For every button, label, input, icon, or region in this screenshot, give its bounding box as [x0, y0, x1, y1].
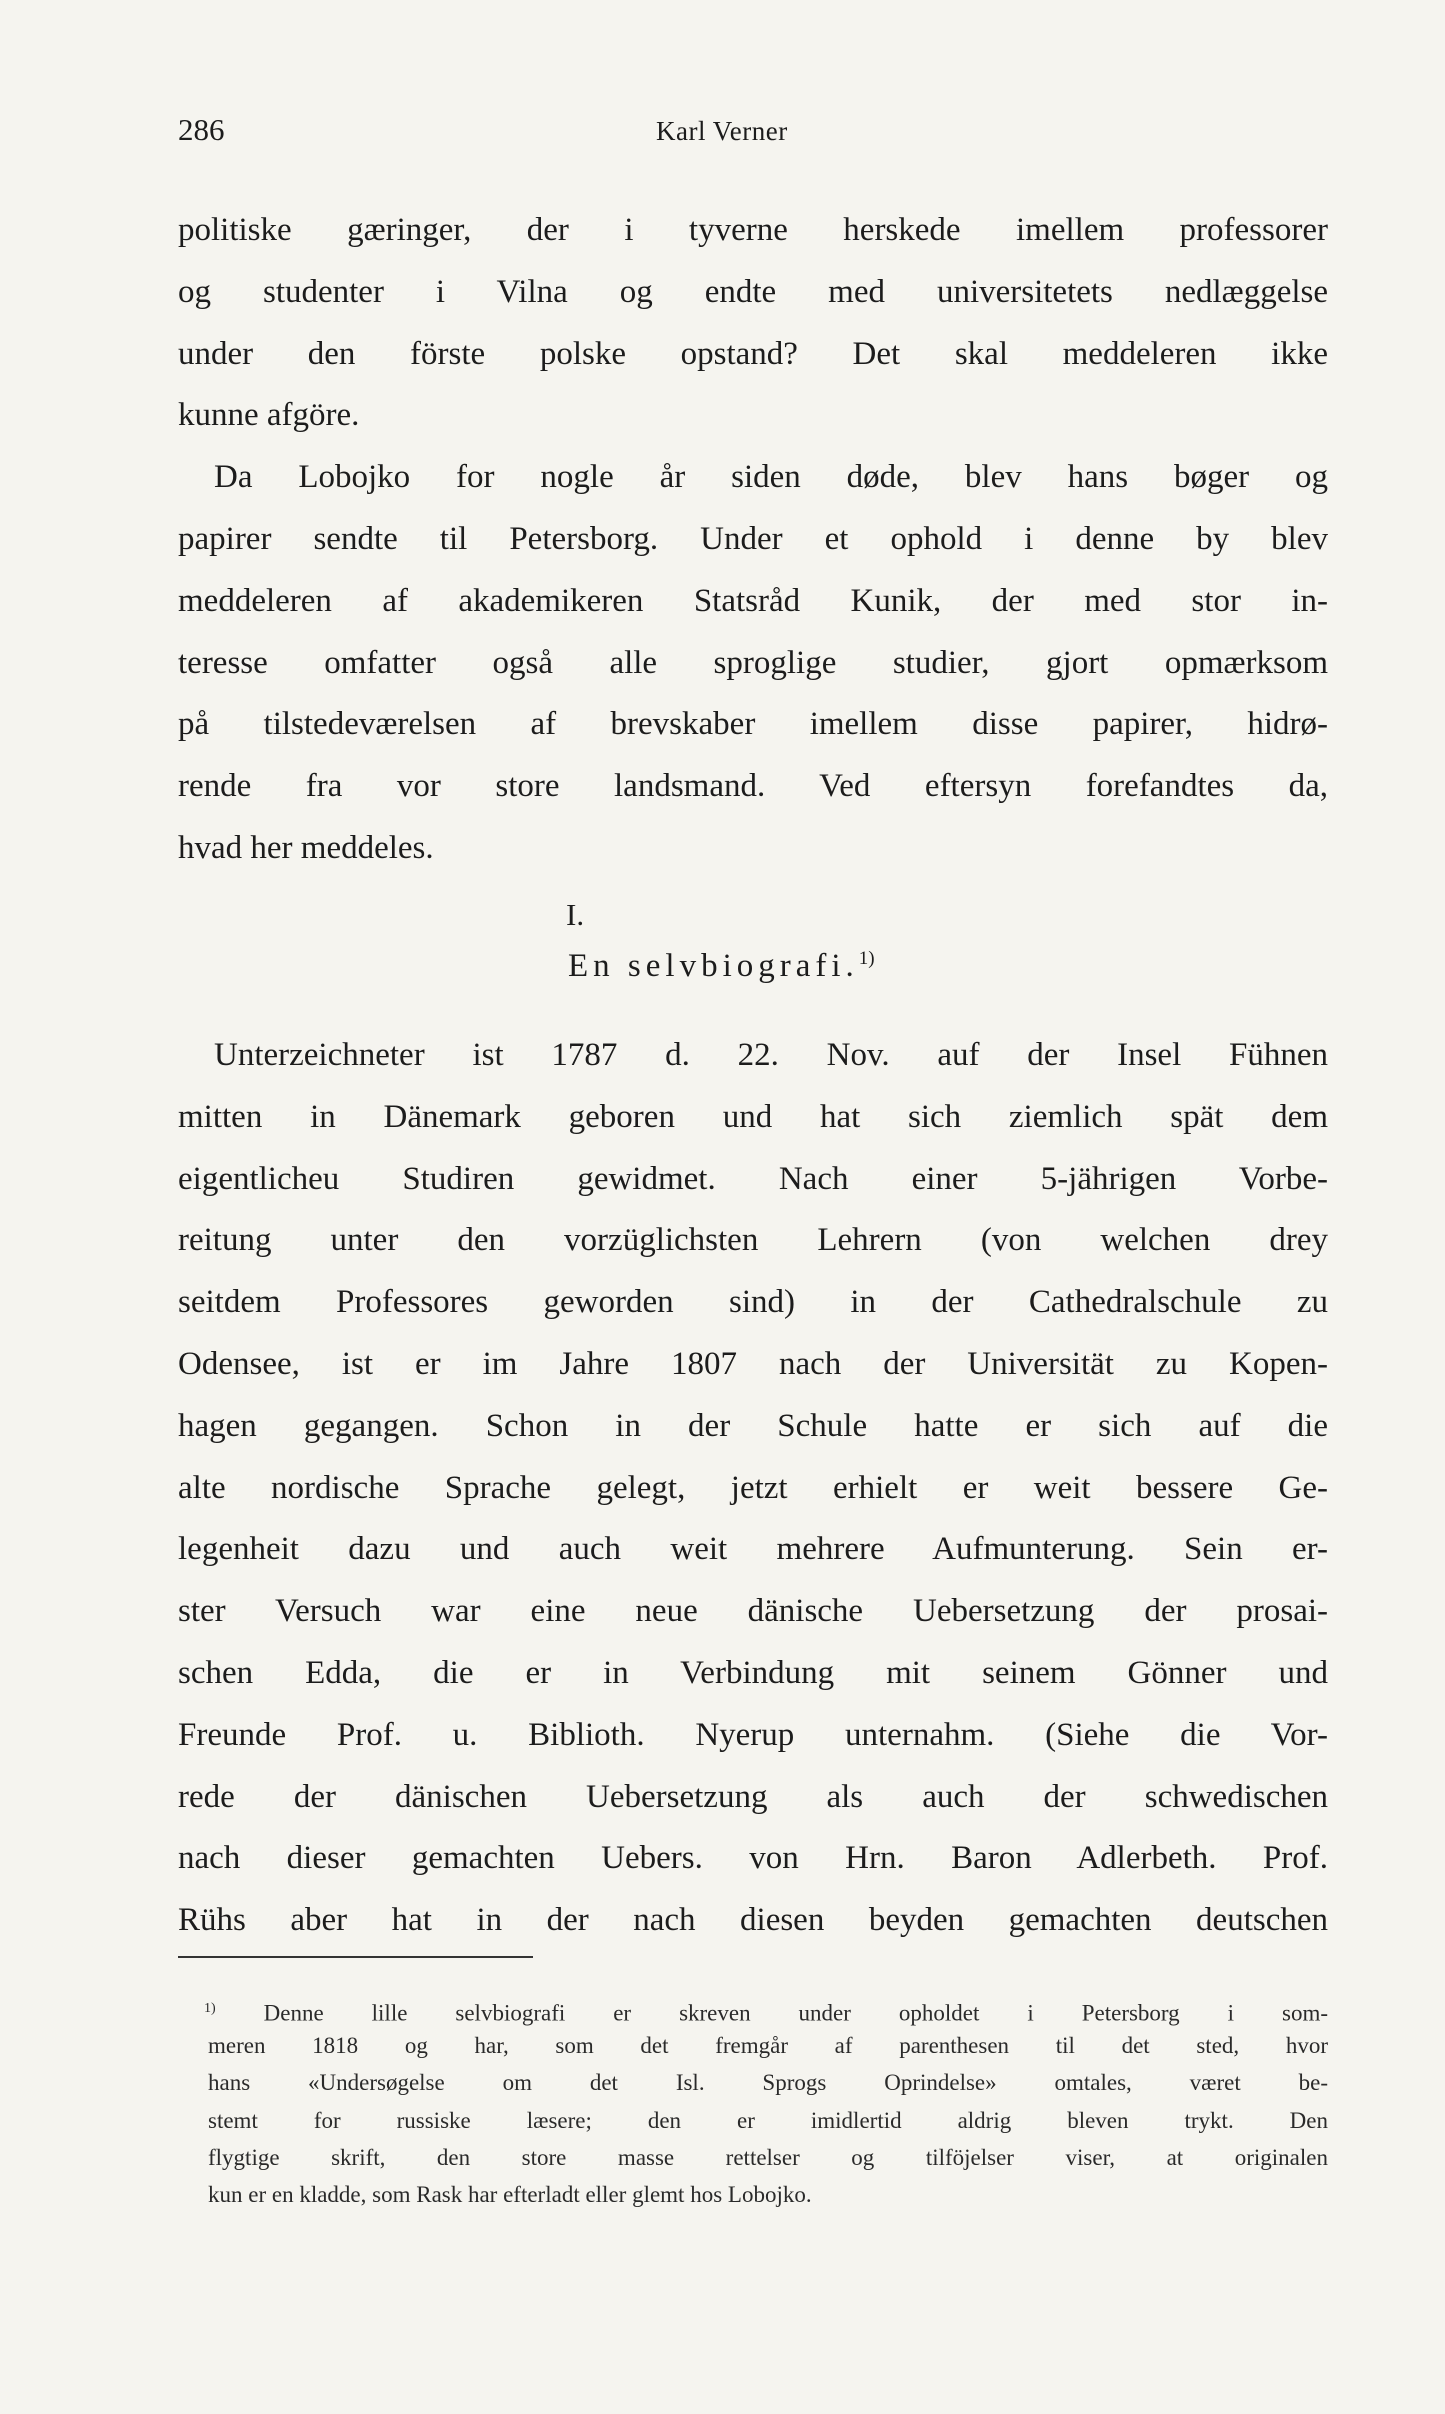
footnote-line — [204, 1990, 1328, 2027]
text-line: Freunde Prof. u. Biblioth. Nyerup unternahm. (Siehe die Vor- — [178, 1716, 1328, 1753]
text-line: papirer sendte til Petersborg. Under et ophold i denne by blev — [178, 520, 1328, 557]
footnote-divider — [178, 1956, 533, 1958]
footnote-line-text: Denne lille selvbiografi er skreven under opholdet i Petersborg i som- — [263, 2000, 1329, 2026]
text-line: legenheit dazu und auch weit mehrere Aufmunterung. Sein er- — [178, 1531, 1328, 1568]
text-line: hvad her meddeles. — [178, 829, 434, 866]
page-number: 286 — [178, 112, 225, 147]
text-line: kunne afgöre. — [178, 397, 360, 434]
text-line: Unterzeichneter ist 1787 d. 22. Nov. auf der Insel Fühnen — [214, 1037, 1328, 1073]
text-line: meddeleren af akademikeren Statsråd Kunik, der med stor in- — [178, 582, 1328, 619]
running-head: Karl Verner — [656, 116, 788, 146]
text-line: reitung unter den vorzüglichsten Lehrern (von welchen drey — [178, 1222, 1328, 1259]
text-line: og studenter i Vilna og endte med universitetets nedlæggelse — [178, 273, 1328, 310]
text-line: under den förste polske opstand? Det skal meddeleren ikke — [178, 335, 1328, 372]
text-line: hagen gegangen. Schon in der Schule hatte er sich auf die — [178, 1407, 1328, 1444]
footnote-line: flygtige skrift, den store masse rettelser og tilföjelser viser, at originalen — [208, 2144, 1328, 2170]
text-line: nach dieser gemachten Uebers. von Hrn. Baron Adlerbeth. Prof. — [178, 1840, 1328, 1877]
footnote-line: stemt for russiske læsere; den er imidlertid aldrig bleven trykt. Den — [208, 2107, 1328, 2133]
footnote-line: hans «Undersøgelse om det Isl. Sprogs Oprindelse» omtales, været be- — [208, 2070, 1328, 2096]
text-line: schen Edda, die er in Verbindung mit seinem Gönner und — [178, 1654, 1328, 1691]
text-line: mitten in Dänemark geboren und hat sich ziemlich spät dem — [178, 1098, 1328, 1135]
autobiography-text — [178, 1025, 1328, 1952]
footnote-mark: 1) — [204, 2001, 216, 2016]
text-line: teresse omfatter også alle sproglige studier, gjort opmærksom — [178, 644, 1328, 681]
section-title-text: En selvbiografi. — [568, 948, 859, 984]
text-line: Odensee, ist er im Jahre 1807 nach der Universität zu Kopen- — [178, 1345, 1328, 1382]
footnote-line: meren 1818 og har, som det fremgår af parenthesen til det sted, hvor — [208, 2033, 1328, 2059]
section-title — [568, 948, 875, 985]
section-number: I. — [566, 897, 585, 932]
footnote-line: kun er en kladde, som Rask har efterladt eller glemt hos Lobojko. — [208, 2181, 812, 2207]
page-header — [178, 112, 1328, 152]
footnote-reference: 1) — [858, 948, 875, 969]
text-line: på tilstedeværelsen af brevskaber imellem disse papirer, hidrø- — [178, 706, 1328, 743]
text-line: seitdem Professores geworden sind) in der Cathedralschule zu — [178, 1284, 1328, 1321]
text-line: politiske gæringer, der i tyverne herskede imellem professorer — [178, 212, 1328, 248]
text-line: rende fra vor store landsmand. Ved eftersyn forefandtes da, — [178, 768, 1328, 805]
text-line: eigentlicheu Studiren gewidmet. Nach einer 5-jährigen Vorbe- — [178, 1160, 1328, 1197]
intro-paragraphs — [178, 200, 1328, 880]
text-line: alte nordische Sprache gelegt, jetzt erhielt er weit bessere Ge- — [178, 1469, 1328, 1506]
footnote — [204, 1990, 1329, 2213]
text-line: rede der dänischen Uebersetzung als auch der schwedischen — [178, 1778, 1328, 1815]
text-line: ster Versuch war eine neue dänische Uebersetzung der prosai- — [178, 1593, 1328, 1630]
text-line: Rühs aber hat in der nach diesen beyden gemachten deutschen — [178, 1902, 1328, 1939]
text-line: Da Lobojko for nogle år siden døde, blev hans bøger og — [214, 459, 1328, 496]
